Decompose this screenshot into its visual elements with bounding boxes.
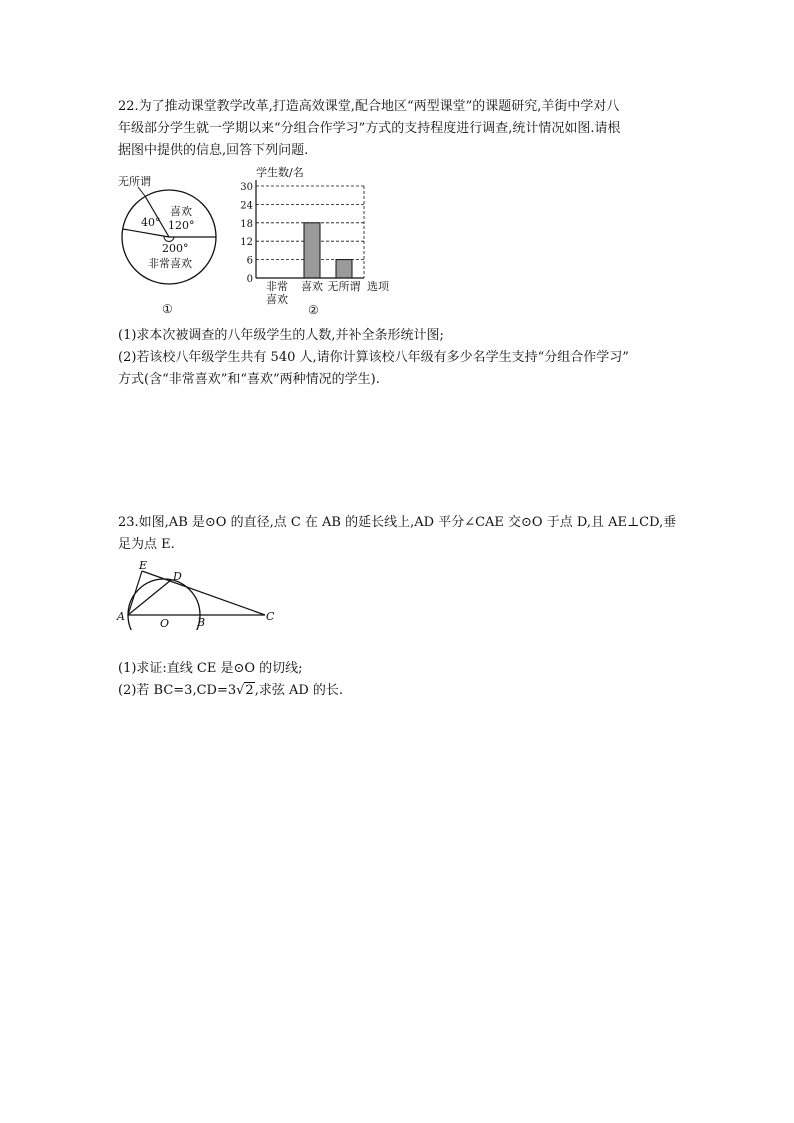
bar-y-tick-label: 30 bbox=[240, 182, 253, 193]
bar-y-axis-label: 学生数/名 bbox=[256, 166, 304, 179]
q22-stem bbox=[118, 96, 678, 162]
pie-angle-xihuan: 120° bbox=[168, 219, 195, 232]
label-e: E bbox=[139, 559, 148, 572]
sqrt-expression: √2 bbox=[236, 683, 254, 698]
pie-caption: ① bbox=[162, 302, 173, 316]
sqrt-radicand: 2 bbox=[245, 683, 254, 698]
q23-sub2 bbox=[118, 680, 678, 702]
label-c: C bbox=[266, 610, 275, 623]
q23-stem bbox=[118, 512, 678, 556]
label-a: A bbox=[117, 610, 125, 623]
pie-chart bbox=[112, 170, 232, 320]
label-d: D bbox=[173, 570, 182, 583]
bar-category-label: 喜欢 bbox=[266, 293, 288, 306]
bar-y-tick-label: 12 bbox=[240, 237, 253, 249]
pie-label-xihuan: 喜欢 bbox=[170, 205, 192, 218]
q22-sub2-line-2: 方式(含“非常喜欢”和“喜欢”两种情况的学生). bbox=[118, 372, 380, 387]
bar-category-label: 无所谓 bbox=[327, 280, 361, 293]
bar-1 bbox=[304, 223, 320, 278]
pie-label-feichang: 非常喜欢 bbox=[148, 257, 192, 270]
circle-figure bbox=[114, 558, 284, 630]
line-ad bbox=[128, 580, 171, 615]
q22-subquestions bbox=[118, 325, 678, 391]
q23-sub1: (1)求证:直线 CE 是⊙O 的切线; bbox=[118, 661, 303, 676]
line-ae bbox=[128, 571, 142, 615]
bar-y-tick-label: 0 bbox=[246, 274, 253, 285]
label-o: O bbox=[160, 617, 170, 630]
q22-line-3: 据图中提供的信息,回答下列问题. bbox=[118, 143, 309, 158]
q22-sub2-line-1: (2)若该校八年级学生共有 540 人,请你计算该校八年级有多少名学生支持“分组合作学习” bbox=[118, 350, 629, 365]
bar-chart bbox=[236, 164, 400, 324]
pie-label-wusuowei: 无所谓 bbox=[118, 175, 151, 188]
pie-angle-wusuowei: 40° bbox=[141, 216, 161, 229]
q22-line-1: 22.为了推动课堂教学改革,打造高效课堂,配合地区“两型课堂”的课题研究,羊街中学对八 bbox=[118, 99, 620, 114]
pie-angle-feichang: 200° bbox=[162, 242, 189, 255]
bar-y-tick-label: 18 bbox=[240, 218, 253, 230]
q23-sub2-prefix: (2)若 BC=3,CD=3 bbox=[118, 683, 237, 698]
q23-subquestions bbox=[118, 658, 678, 702]
bar-2 bbox=[336, 260, 352, 278]
bar-x-axis-label: 选项 bbox=[367, 280, 389, 293]
pie-radius-left bbox=[123, 229, 169, 237]
bar-caption: ② bbox=[308, 303, 319, 317]
pie-label-leader bbox=[138, 187, 145, 196]
q23-sub2-suffix: ,求弦 AD 的长. bbox=[254, 683, 344, 698]
bar-category-label: 喜欢 bbox=[301, 280, 323, 293]
bar-category-label: 非常 bbox=[266, 280, 288, 293]
line-ec bbox=[142, 571, 265, 615]
bar-y-tick-label: 6 bbox=[246, 255, 253, 267]
label-b: B bbox=[197, 616, 206, 629]
q23-line-2: 足为点 E. bbox=[118, 537, 175, 552]
q22-sub1: (1)求本次被调查的八年级学生的人数,并补全条形统计图; bbox=[118, 328, 444, 343]
q22-line-2: 年级部分学生就一学期以来“分组合作学习”方式的支持程度进行调查,统计情况如图.请根 bbox=[118, 121, 621, 136]
q23-line-1: 23.如图,AB 是⊙O 的直径,点 C 在 AB 的延长线上,AD 平分∠CAE 交⊙O 于点 D,且 AE⊥CD,垂 bbox=[118, 515, 677, 530]
bar-y-tick-label: 24 bbox=[240, 200, 253, 212]
